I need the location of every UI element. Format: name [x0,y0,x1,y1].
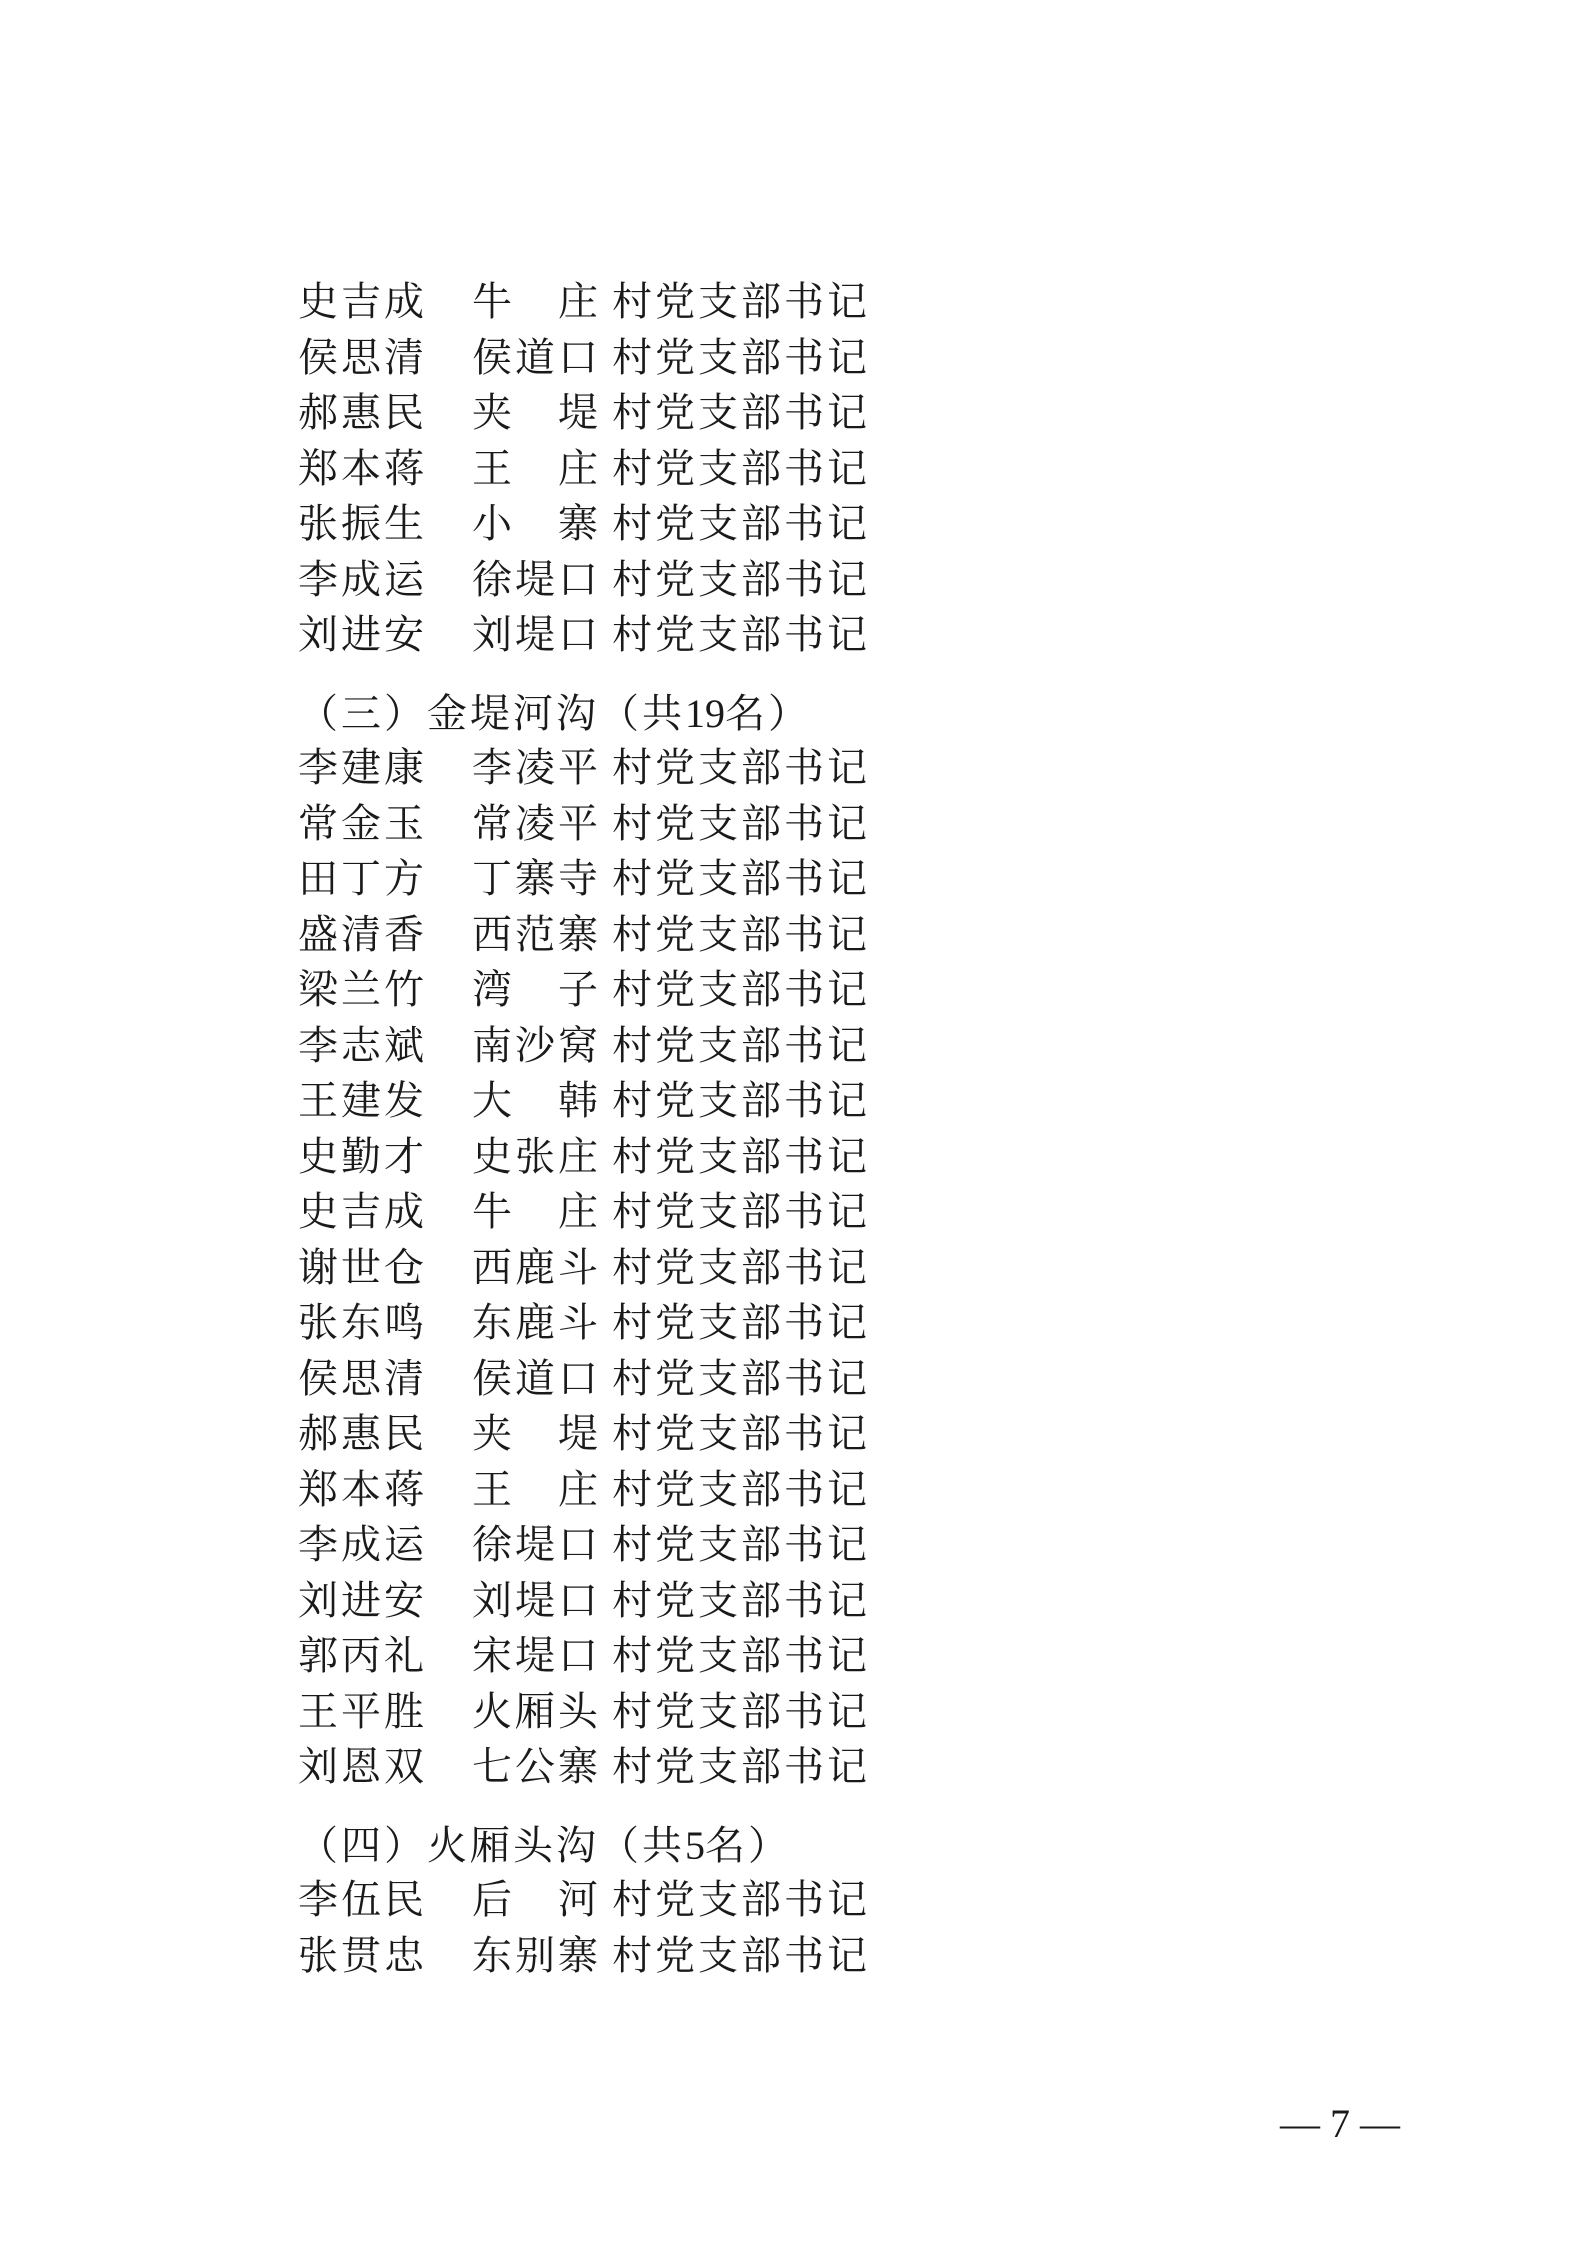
post-title: 村党支部书记 [612,556,870,603]
village-name: 李凌平 [472,745,601,791]
post-title: 村党支部书记 [612,1932,870,1979]
section-count: 5 [685,1822,705,1868]
person-name: 田丁方 [298,856,427,902]
roster-row [298,1130,1198,1186]
village-name: 东鹿斗 [472,1300,601,1346]
roster-row [298,741,1198,797]
roster-row [298,608,1198,664]
roster-row [298,1685,1198,1741]
roster-row [298,1296,1198,1352]
village-name: 南沙窝 [472,1022,601,1069]
document-body [298,275,1198,1984]
section-title-prefix: （三）金堤河沟（共 [298,690,685,737]
roster-row [298,1740,1198,1796]
roster-row [298,1929,1198,1985]
post-title: 村党支部书记 [612,612,870,658]
roster-row [298,963,1198,1019]
person-name: 王建发 [298,1078,427,1124]
person-name: 郑本蒋 [298,1466,427,1513]
section-count: 19 [685,690,725,736]
roster-row [298,1574,1198,1630]
roster-row [298,852,1198,908]
page-number: — 7 — [1280,2101,1400,2146]
post-title: 村党支部书记 [612,911,870,958]
roster-row [298,1352,1198,1408]
post-title: 村党支部书记 [612,1577,870,1624]
person-name: 郝惠民 [298,1411,427,1457]
roster-row [298,331,1198,387]
post-title: 村党支部书记 [612,1355,870,1402]
person-name: 常金玉 [298,800,427,847]
village-name: 宋堤口 [472,1633,601,1679]
post-title: 村党支部书记 [612,279,870,325]
person-name: 刘恩双 [298,1744,427,1790]
roster-row [298,1074,1198,1130]
roster-block-continued [298,275,1198,664]
roster-row [298,1518,1198,1574]
person-name: 李成运 [298,1522,427,1568]
post-title: 村党支部书记 [612,501,870,547]
post-title: 村党支部书记 [612,1244,870,1291]
post-title: 村党支部书记 [612,1022,870,1069]
post-title: 村党支部书记 [612,1078,870,1124]
village-name: 刘堤口 [472,612,601,658]
post-title: 村党支部书记 [612,745,870,791]
section-title-prefix: （四）火厢头沟（共 [298,1822,685,1869]
section-title-suffix: 名） [725,690,811,737]
roster-row [298,1019,1198,1075]
roster-row [298,1407,1198,1463]
village-name: 史张庄 [472,1133,601,1180]
person-name: 郝惠民 [298,390,427,436]
roster-row [298,553,1198,609]
village-name: 常凌平 [472,800,601,847]
village-name: 牛 庄 [472,279,601,325]
village-name: 夹 堤 [472,390,601,436]
post-title: 村党支部书记 [612,445,870,492]
section-heading-4 [298,1818,1198,1874]
village-name: 王 庄 [472,445,601,492]
roster-block-section-4 [298,1873,1198,1984]
post-title: 村党支部书记 [612,1466,870,1513]
village-name: 火厢头 [472,1688,601,1735]
person-name: 王平胜 [298,1688,427,1735]
post-title: 村党支部书记 [612,334,870,381]
person-name: 刘进安 [298,1577,427,1624]
village-name: 徐堤口 [472,556,601,603]
roster-block-section-3 [298,741,1198,1796]
village-name: 夹 堤 [472,1411,601,1457]
roster-row [298,1463,1198,1519]
post-title: 村党支部书记 [612,1522,870,1568]
person-name: 张贯忠 [298,1932,427,1979]
village-name: 侯道口 [472,334,601,381]
roster-row [298,1629,1198,1685]
post-title: 村党支部书记 [612,1877,870,1923]
roster-row [298,1185,1198,1241]
roster-row [298,442,1198,498]
village-name: 刘堤口 [472,1577,601,1624]
village-name: 王 庄 [472,1466,601,1513]
roster-row [298,1241,1198,1297]
person-name: 张东鸣 [298,1300,427,1346]
person-name: 史吉成 [298,1189,427,1235]
post-title: 村党支部书记 [612,1411,870,1457]
roster-row [298,386,1198,442]
village-name: 西鹿斗 [472,1244,601,1291]
roster-row [298,908,1198,964]
village-name: 西范寨 [472,911,601,958]
village-name: 牛 庄 [472,1189,601,1235]
person-name: 李建康 [298,745,427,791]
post-title: 村党支部书记 [612,856,870,902]
person-name: 郭丙礼 [298,1633,427,1679]
post-title: 村党支部书记 [612,800,870,847]
roster-row [298,1873,1198,1929]
roster-row [298,275,1198,331]
post-title: 村党支部书记 [612,1688,870,1735]
roster-row [298,497,1198,553]
village-name: 七公寨 [472,1744,601,1790]
village-name: 湾 子 [472,967,601,1013]
person-name: 李志斌 [298,1022,427,1069]
post-title: 村党支部书记 [612,390,870,436]
post-title: 村党支部书记 [612,1189,870,1235]
village-name: 侯道口 [472,1355,601,1402]
person-name: 郑本蒋 [298,445,427,492]
village-name: 小 寨 [472,501,601,547]
post-title: 村党支部书记 [612,1633,870,1679]
person-name: 史勤才 [298,1133,427,1180]
section-title-suffix: 名） [705,1822,791,1869]
person-name: 侯思清 [298,334,427,381]
post-title: 村党支部书记 [612,1744,870,1790]
person-name: 谢世仓 [298,1244,427,1291]
person-name: 李伍民 [298,1877,427,1923]
section-heading-3 [298,686,1198,742]
roster-row [298,797,1198,853]
person-name: 李成运 [298,556,427,603]
person-name: 张振生 [298,501,427,547]
village-name: 丁寨寺 [472,856,601,902]
person-name: 梁兰竹 [298,967,427,1013]
village-name: 东别寨 [472,1932,601,1979]
village-name: 徐堤口 [472,1522,601,1568]
post-title: 村党支部书记 [612,1300,870,1346]
village-name: 大 韩 [472,1078,601,1124]
person-name: 史吉成 [298,279,427,325]
person-name: 刘进安 [298,612,427,658]
post-title: 村党支部书记 [612,967,870,1013]
village-name: 后 河 [472,1877,601,1923]
person-name: 盛清香 [298,911,427,958]
person-name: 侯思清 [298,1355,427,1402]
post-title: 村党支部书记 [612,1133,870,1180]
